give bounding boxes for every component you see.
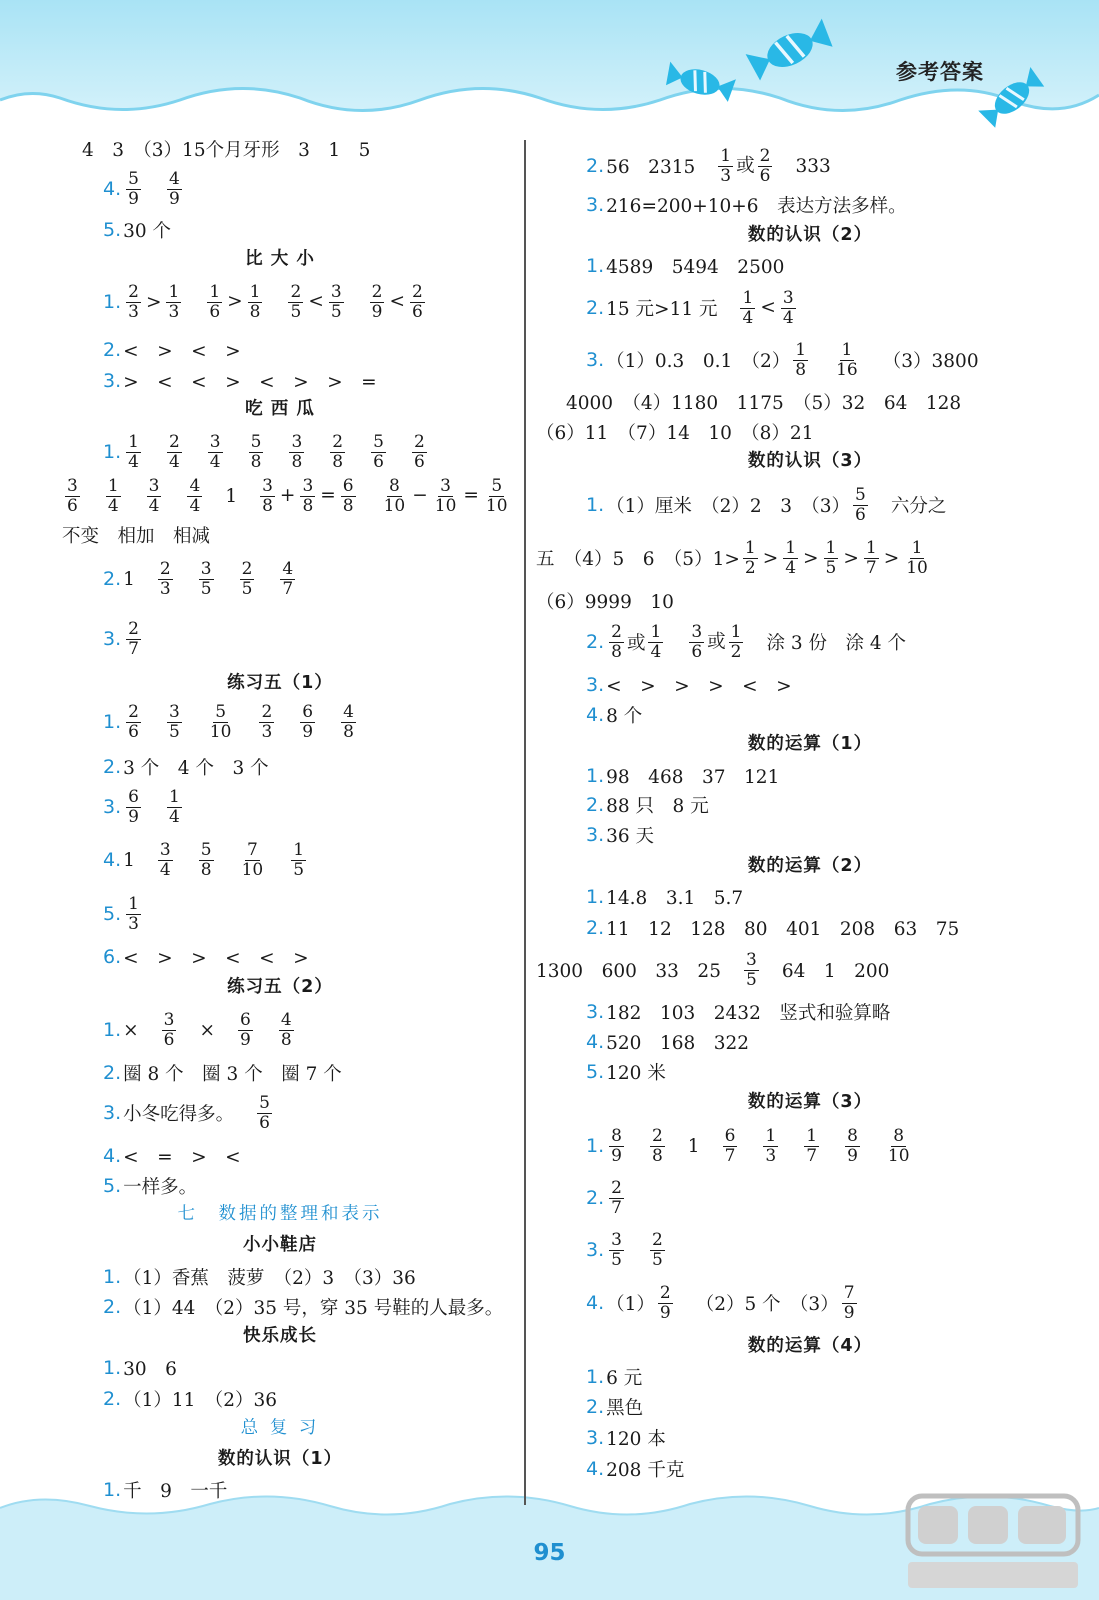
section-heading: 快乐成长 <box>243 1326 317 1346</box>
section-heading: 数的运算（3） <box>747 1092 873 1112</box>
list-item: 4. 1 $\frac{3}{4}$ $\frac{5}{8}$ $\frac{7}{10}$ $\frac{1}{5}$ <box>103 839 305 880</box>
list-item: 4. < = > < <box>103 1145 241 1168</box>
list-item: 1. （1）香蕉 菠萝 （2）3 （3）36 <box>103 1266 416 1289</box>
list-item: （6）11 （7）14 10 （8）21 <box>536 423 814 444</box>
list-item: 2. 1 $\frac{2}{3}$ $\frac{3}{5}$ $\frac{2}{5}$ $\frac{4}{7}$ <box>103 558 294 599</box>
watermark-logo <box>900 1490 1085 1595</box>
section-heading: 数的运算（2） <box>747 856 873 876</box>
list-item: 3. < > > > < > <box>586 674 792 697</box>
list-item: 4. （1） 2 9 （2）5 个 （3） 7 9 <box>586 1282 855 1323</box>
list-item: 1300 600 33 25 $\frac{3}{5}$ 64 1 200 <box>536 949 890 990</box>
list-item: 2. 56 2315 $\frac{1}{3}$ 或 $\frac{2}{6}$ 333 <box>586 145 831 186</box>
list-item: 1. × $\frac{3}{6}$ × $\frac{6}{9}$ $\frac{4}{8}$ <box>103 1009 292 1050</box>
list-item: 4. 5 9 $\frac{4}{9}$ <box>103 168 180 209</box>
section-heading: 练习五（2） <box>227 977 333 997</box>
list-item: 1. 6 元 <box>586 1366 643 1389</box>
list-item: 1. 2 3 > 1 3 $\frac{1}{6}$ > $\frac{1}{8}$ $\frac{2}{5}$ < $\frac{3}{5}$ $\frac{2}{9}$ < $\frac{2}{6}$ <box>103 281 423 322</box>
list-item: 1. 98 468 37 121 <box>586 765 780 788</box>
list-item: 2. 2 8 或 1 4 $\frac{3}{6}$ 或 $\frac{1}{2}$ 涂 3 份 涂 4 个 <box>586 621 907 662</box>
list-item: 1. （1）厘米 （2）2 3 （3） 5 6 六分之 <box>586 484 947 525</box>
list-item: （6）9999 10 <box>536 592 674 613</box>
section-heading: 吃 西 瓜 <box>245 399 315 419</box>
list-item: 2. 3 个 4 个 3 个 <box>103 756 269 779</box>
list-item: 4. 208 千克 <box>586 1458 685 1481</box>
column-divider <box>524 140 526 1505</box>
section-heading: 数的认识（3） <box>747 451 873 471</box>
list-item: 1. 14.8 3.1 5.7 <box>586 886 744 909</box>
list-item: 3 6 $\frac{1}{4}$ $\frac{3}{4}$ $\frac{4}{4}$ 1 $\frac{3}{8}$ + $\frac{3}{8}$ = $\frac{6}{8}$ $\frac{8}{10}$ − $\frac{3}{10}$ = $\frac{5}{10}$ <box>67 475 508 516</box>
list-item: 3. 182 103 2432 竖式和验算略 <box>586 1001 891 1024</box>
list-item: 2. 15 元>11 元 $\frac{1}{4}$ < $\frac{3}{4}$ <box>586 287 794 328</box>
page-number: 95 <box>533 1540 566 1566</box>
header-title: 参考答案 <box>896 60 984 84</box>
list-item: 2. < > < > <box>103 339 241 362</box>
list-item: 2. 88 只 8 元 <box>586 794 709 817</box>
section-heading: 总 复 习 <box>240 1418 320 1438</box>
list-item: 2. 圈 8 个 圈 3 个 圈 7 个 <box>103 1062 342 1085</box>
list-item: 5. 一样多。 <box>103 1175 198 1198</box>
list-item: 4 3 （3）15个月牙形 3 1 5 <box>82 140 371 161</box>
list-item: 4. 520 168 322 <box>586 1031 750 1054</box>
list-item: 1. 8 9 $\frac{2}{8}$ 1 $\frac{6}{7}$ $\frac{1}{3}$ $\frac{1}{7}$ $\frac{8}{9}$ $\frac{8}{10}$ <box>586 1125 910 1166</box>
section-heading: 七 数据的整理和表示 <box>177 1204 383 1224</box>
list-item: 2. 11 12 128 80 401 208 63 75 <box>586 917 960 940</box>
list-item: 1. 4589 5494 2500 <box>586 255 785 278</box>
section-heading: 比 大 小 <box>245 249 315 269</box>
list-item: 2. 黑色 <box>586 1396 644 1419</box>
list-item: 3. 3 5 $\frac{2}{5}$ <box>586 1229 663 1270</box>
section-heading: 数的运算（4） <box>747 1336 873 1356</box>
list-item: 3. 6 9 $\frac{1}{4}$ <box>103 786 180 827</box>
section-heading: 数的运算（1） <box>747 734 873 754</box>
list-item: 6. < > > < < > <box>103 946 309 969</box>
list-item: 3. 36 天 <box>586 824 655 847</box>
list-item: 3. 216=200+10+6 表达方法多样。 <box>586 194 907 217</box>
list-item: 1. 30 6 <box>103 1357 177 1380</box>
list-item: 1. 千 9 一千 <box>103 1479 228 1502</box>
list-item: 4. 8 个 <box>586 704 643 727</box>
section-heading: 练习五（1） <box>227 673 333 693</box>
list-item: 3. 小冬吃得多。 $\frac{5}{6}$ <box>103 1092 270 1133</box>
list-item: 3. 120 本 <box>586 1427 666 1450</box>
list-item: 5. 1 3 <box>103 893 139 934</box>
list-item: 1. 1 4 $\frac{2}{4}$ $\frac{3}{4}$ $\frac{5}{8}$ $\frac{3}{8}$ $\frac{2}{8}$ $\frac{5}{6}$ $\frac{2}{6}$ <box>103 431 425 472</box>
section-heading: 小小鞋店 <box>243 1235 317 1255</box>
list-item: 3. 2 7 <box>103 618 139 659</box>
list-item: 2. （1）11 （2）36 <box>103 1388 278 1411</box>
list-item: 5. 120 米 <box>586 1061 666 1084</box>
list-item: 不变 相加 相减 <box>62 526 211 547</box>
list-item: 4000 （4）1180 1175 （5）32 64 128 <box>566 393 962 414</box>
section-heading: 数的认识（1） <box>217 1449 343 1469</box>
section-heading: 数的认识（2） <box>747 225 873 245</box>
list-item: 2. （1）44 （2）35 号，穿 35 号鞋的人最多。 <box>103 1296 504 1319</box>
list-item: 五 （4）5 6 （5）1> 1 2 > 1 4 > 1 5 > 1 7 > 1 10 <box>536 537 928 578</box>
list-item: 5. 30 个 <box>103 219 172 242</box>
list-item: 2. 2 7 <box>586 1177 622 1218</box>
list-item: 3. > < < > < > > = <box>103 370 377 393</box>
list-item: 3. （1）0.3 0.1 （2） 1 8 $\frac{1}{16}$ （3）3800 <box>586 339 979 380</box>
list-item: 1. 2 6 $\frac{3}{5}$ $\frac{5}{10}$ $\frac{2}{3}$ $\frac{6}{9}$ $\frac{4}{8}$ <box>103 701 354 742</box>
